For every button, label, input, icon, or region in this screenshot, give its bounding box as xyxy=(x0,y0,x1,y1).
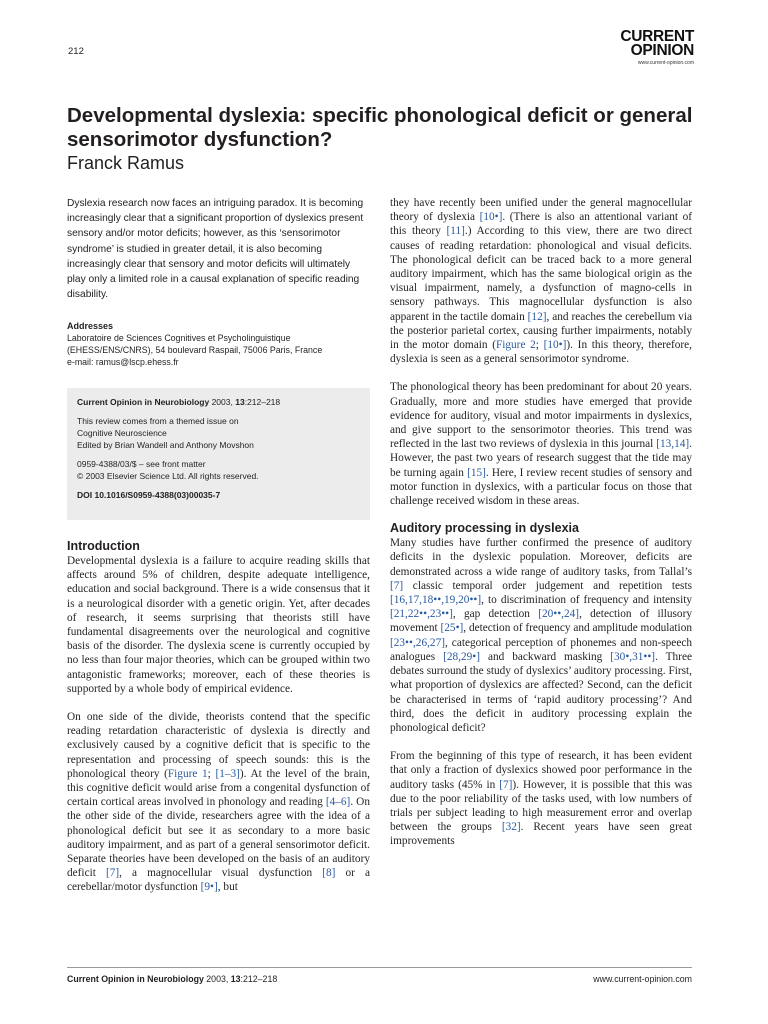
text-run: . On the other side of the divide, researchers agree with the idea of a phonological deficit but see it as secondary to a more basic auditory impairment, and as part of a general sensorimotor deficit. Separate theories have been developed on the basis of an auditory deficit xyxy=(67,796,370,880)
text-run: Many studies have further confirmed the presence of auditory deficits in the dyslexic population. Moreover, deficits are demonstrated across a wide range of auditory tasks, from Tallal’s xyxy=(390,537,692,578)
footer-url[interactable]: www.current-opinion.com xyxy=(593,974,692,984)
footer-pages: :212–218 xyxy=(240,974,278,984)
text-run: . However, the past two years of research suggest that the tide may be turning again xyxy=(390,438,692,479)
intro-paragraph-1: Developmental dyslexia is a failure to acquire reading skills that affects around 5% of children, despite adequate intelligence, education and social background. There is a wide consensus that it is a neurological disorder with a genetic origin. Yet, after decades of research, it seems surprising that theorists still have fundamental disagreements over the neurological and cognitive basis of the disorder. The dyslexia scene is currently occupied by no less than four major theories, which can be grouped within two antagonistic frameworks; moreover, each of these theories is supported by a whole body of empirical evidence. xyxy=(67,555,370,695)
text-run: , categorical perception of phonemes and non-speech analogues xyxy=(390,636,692,663)
citation-link[interactable]: [11] xyxy=(446,225,465,238)
text-run: ). However, it is possible that this was due to the poor reliability of the tasks used, with low numbers of trials per subject leading to high measurement error and overlap between the groups xyxy=(390,778,692,834)
footer-year: 2003, xyxy=(203,974,231,984)
doi-line: DOI 10.1016/S0959-4388(03)00035-7 xyxy=(77,490,221,500)
journal-year: 2003, xyxy=(209,397,236,407)
addresses-heading: Addresses xyxy=(67,321,114,331)
logo-line-opinion: OPINION xyxy=(630,42,694,59)
citation-link[interactable]: [7] xyxy=(105,867,120,880)
right-paragraph-2 xyxy=(390,380,692,508)
figure-link[interactable]: Figure 1 xyxy=(167,767,208,780)
address-line: (EHESS/ENS/CNRS), 54 boulevard Raspail, 75006 Paris, France xyxy=(67,345,323,355)
text-run: From the beginning of this type of research, it has been evident that only a fraction of dyslexics showed poor performance in the auditory tasks (45% in xyxy=(390,750,692,791)
text-run: , gap detection xyxy=(452,608,539,621)
citation-link[interactable]: [20••,24] xyxy=(538,608,580,621)
figure-link[interactable]: Figure 2 xyxy=(495,339,536,352)
text-run: , a magnocellular visual dysfunction xyxy=(119,867,323,880)
left-column-body xyxy=(67,538,370,895)
citation-link[interactable]: [7] xyxy=(390,579,404,592)
citation-link[interactable]: [10•] xyxy=(543,339,567,352)
journal-name: Current Opinion in Neurobiology xyxy=(77,397,210,407)
citation-link[interactable]: [8] xyxy=(322,867,336,880)
text-run: . Recent years have seen great improvements xyxy=(390,821,692,848)
journal-volume: 13 xyxy=(235,397,245,407)
text-run: , detection of illusory movement xyxy=(390,608,692,635)
theme-line: This review comes from a themed issue on xyxy=(77,416,239,426)
text-run: . Three debates surround the study of dyslexics’ auditory processing. First, what proportion of dyslexics are affected? Second, can the deficit be characterised in terms of ‘rapid auditory processing’? And third, does the deficit in auditory processing explain the phonological deficit? xyxy=(390,650,692,734)
copyright-line: © 2003 Elsevier Science Ltd. All rights reserved. xyxy=(77,471,259,481)
addresses xyxy=(67,320,370,368)
theme-name: Cognitive Neuroscience xyxy=(77,428,167,438)
logo-line-current: CURRENT xyxy=(620,28,694,45)
text-run: .) According to this view, there are two direct causes of reading retardation: phonological and visual deficits. The phonological deficit can be traced back to a more general auditory impairment, which has the same biological origin as the visual impairment, namely, a dysfunction of magno-cells in sensory pathways. This magnocellular dysfunction is also apparent in the tactile domain xyxy=(390,225,692,323)
citation-link[interactable]: [10•] xyxy=(479,211,503,224)
text-run: they have recently been unified under the general magnocellular theory of dyslexia xyxy=(390,197,692,224)
journal-citation xyxy=(77,396,360,408)
citation-link[interactable]: [12] xyxy=(527,310,547,323)
citation-link[interactable]: [9•] xyxy=(200,881,218,894)
issn-line: 0959-4388/03/$ – see front matter xyxy=(77,459,206,469)
text-run: ; xyxy=(207,767,216,780)
text-run: . Here, I review recent studies of sensory and motor function in dyslexics, with a particular focus on those that challenge received wisdom in these areas. xyxy=(390,466,692,508)
page-number: 212 xyxy=(68,46,84,57)
footer-volume: 13 xyxy=(230,974,241,984)
article-title: Developmental dyslexia: specific phonological deficit or general sensorimotor dysfunction? xyxy=(67,104,693,151)
citation-link[interactable]: [1–3] xyxy=(215,767,240,780)
citation-link[interactable]: [4–6] xyxy=(325,796,351,809)
citation-link[interactable]: [28,29•] xyxy=(443,650,481,663)
text-run: classic temporal order judgement and repetition tests xyxy=(403,579,692,592)
right-paragraph-4 xyxy=(390,749,692,848)
section-heading-introduction: Introduction xyxy=(67,539,140,553)
intro-paragraph-2 xyxy=(67,710,370,895)
footer-journal-name: Current Opinion in Neurobiology xyxy=(67,974,204,984)
text-run: ; xyxy=(535,339,544,352)
footer-rule xyxy=(67,967,692,968)
text-run: , but xyxy=(217,881,238,894)
citation-link[interactable]: [30•,31••] xyxy=(610,650,656,663)
citation-link[interactable]: [25•] xyxy=(440,622,464,635)
citation-link[interactable]: [7] xyxy=(499,778,513,791)
abstract: Dyslexia research now faces an intriguing paradox. It is becoming increasingly clear that a significant proportion of dyslexics present sensory and/or motor deficits; however, as this ‘sensorimotor syndrome’ is studied in greater detail, it is also becoming increasingly clear that sensory and motor deficits will ultimately play only a limited role in a causal explanation of specific reading disability. xyxy=(67,198,364,301)
editors-line: Edited by Brian Wandell and Anthony Movshon xyxy=(77,440,254,450)
text-run: The phonological theory has been predominant for about 20 years. Gradually, more and more studies have emerged that provide evidence for auditory, visual and motor impairments in dyslexics, and give support to the sensorimotor theories. This trend was reflected in the last two reviews of dyslexia in this journal xyxy=(390,381,692,451)
text-run: , to discrimination of frequency and intensity xyxy=(481,594,692,607)
text-run: . (There is also an attentional variant of this theory xyxy=(390,211,693,238)
right-column-body xyxy=(390,196,692,849)
citation-link[interactable]: [16,17,18••,19,20••] xyxy=(390,594,482,607)
text-run: ). In this theory, therefore, dyslexia is seen as a general sensorimotor syndrome. xyxy=(390,339,692,366)
address-line: Laboratoire de Sciences Cognitives et Psycholinguistique xyxy=(67,333,291,343)
journal-pages: :212–218 xyxy=(244,397,281,407)
citation-link[interactable]: [21,22••,23••] xyxy=(390,608,453,621)
citation-link[interactable]: [23••,26,27] xyxy=(390,636,445,649)
journal-info-box xyxy=(67,388,370,520)
author-name: Franck Ramus xyxy=(67,153,185,173)
citation-link[interactable]: [13,14] xyxy=(656,438,690,451)
right-paragraph-1 xyxy=(390,196,692,366)
citation-link[interactable]: [15] xyxy=(467,466,486,479)
logo-url: www.current-opinion.com xyxy=(637,60,694,66)
text-run: or a cerebellar/motor dysfunction xyxy=(67,867,370,894)
text-run: , and reaches the cerebellum via the posterior parietal cortex, causing further impairments, notably in the motor domain ( xyxy=(390,310,692,352)
text-run: On one side of the divide, theorists contend that the specific reading retardation characteristic of dyslexia is directly and exclusively caused by a cognitive deficit that is specific to the representation and processing of speech sounds: this is the phonological theory ( xyxy=(67,711,370,780)
section-heading-auditory: Auditory processing in dyslexia xyxy=(390,521,579,536)
right-paragraph-3 xyxy=(390,536,692,735)
email-line: e-mail: ramus@lscp.ehess.fr xyxy=(67,357,179,367)
text-run: and backward masking xyxy=(480,650,611,663)
footer-citation xyxy=(67,974,277,984)
journal-logo xyxy=(620,30,694,66)
text-run: ). At the level of the brain, this cognitive deficit would arise from a congenital dysfunction of certain cortical areas involved in phonology and reading xyxy=(67,767,370,809)
citation-link[interactable]: [32] xyxy=(501,821,521,834)
text-run: , detection of frequency and amplitude modulation xyxy=(463,622,692,635)
